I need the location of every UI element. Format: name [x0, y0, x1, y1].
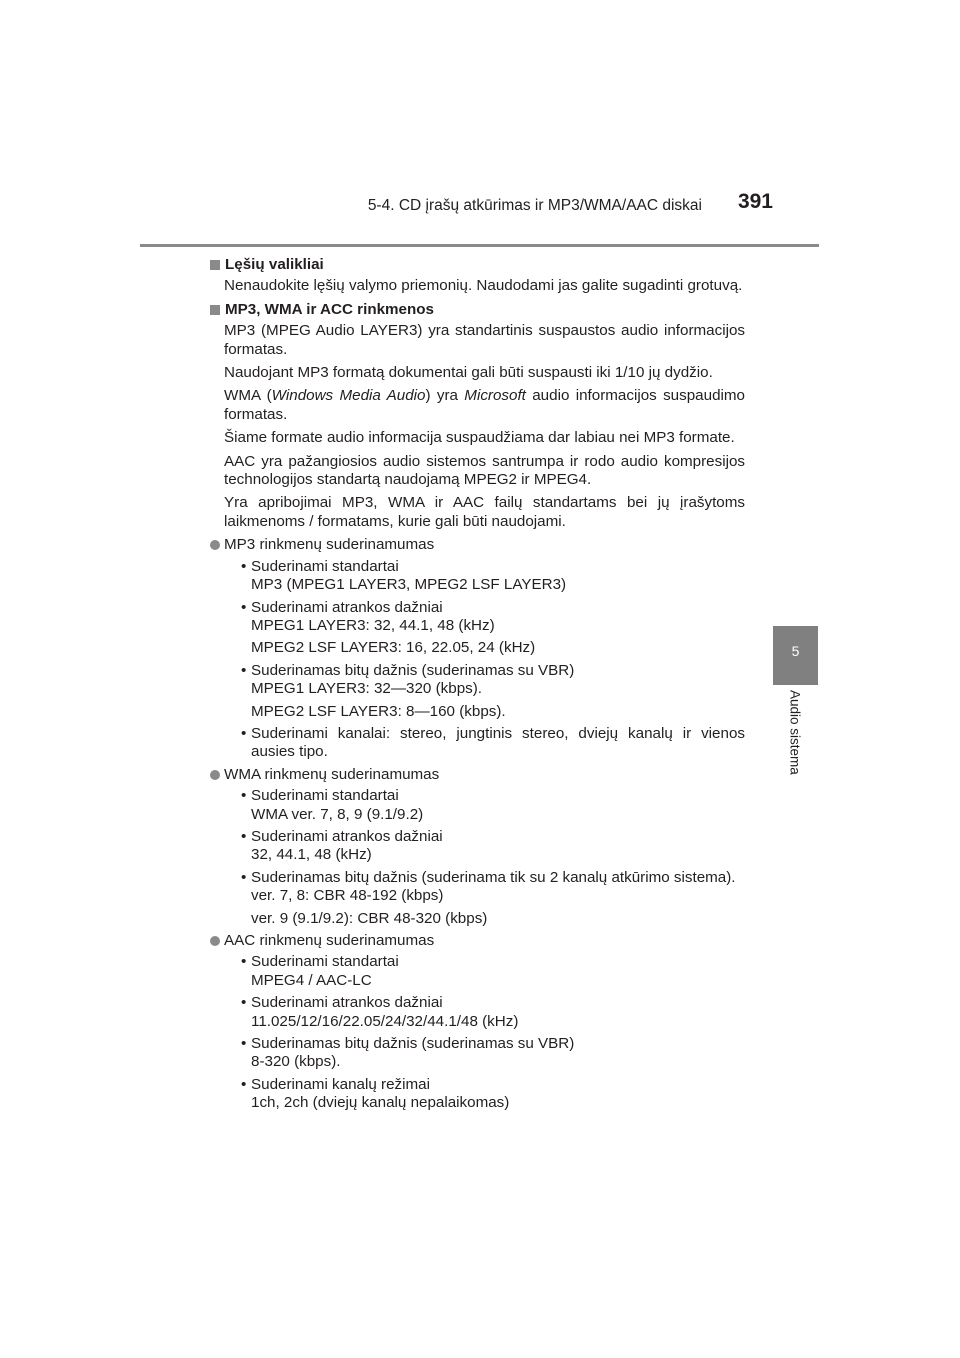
- list-item: • Suderinami kanalų režimai 1ch, 2ch (dviejų kanalų nepalaikomas): [241, 1075, 510, 1112]
- list-item: • Suderinamas bitų dažnis (suderinama tik su 2 kanalų atkūrimo sistema). ver. 7, 8: CBR 48-192 (kbps): [241, 868, 736, 905]
- chapter-label: [778, 690, 812, 800]
- page-number: 391: [737, 190, 773, 213]
- subheading-wma: WMA rinkmenų suderinamumas: [210, 766, 745, 784]
- section-title: 5-4. CD įrašų atkūrimas ir MP3/WMA/AAC diskai: [367, 197, 702, 214]
- header-divider: [140, 244, 819, 247]
- list-item: • Suderinami atrankos dažniai 11.025/12/16/22.05/24/32/44.1/48 (kHz): [241, 994, 519, 1030]
- chapter-number: 5: [791, 643, 800, 659]
- chapter-label-text: Audio sistema: [787, 690, 803, 775]
- paragraph: Nenaudokite lęšių valymo priemonių. Naudodami jas galite sugadinti grotuvą.: [224, 277, 743, 295]
- circle-bullet-icon: [210, 936, 220, 946]
- subheading-aac: AAC rinkmenų suderinamumas: [210, 932, 745, 950]
- page-content: [210, 256, 745, 1117]
- list-item: • Suderinami atrankos dažniai 32, 44.1, 48 (kHz): [241, 827, 443, 864]
- circle-bullet-icon: [210, 540, 220, 550]
- list-item: • Suderinami standartai MPEG4 / AAC-LC: [241, 953, 399, 989]
- list-item: • Suderinami atrankos dažniai MPEG1 LAYER3: 32, 44.1, 48 (kHz): [241, 598, 495, 634]
- list-item-continuation: MPEG2 LSF LAYER3: 8—160 (kbps).: [251, 702, 506, 720]
- paragraph: Naudojant MP3 formatą dokumentai gali būti suspausti iki 1/10 jų dydžio.: [224, 364, 713, 382]
- list-item-continuation: MPEG2 LSF LAYER3: 16, 22.05, 24 (kHz): [251, 639, 536, 657]
- subheading-mp3: MP3 rinkmenų suderinamumas: [210, 536, 745, 554]
- paragraph: Šiame formate audio informacija suspaudžiama dar labiau nei MP3 formate.: [224, 429, 735, 447]
- square-bullet-icon: [210, 260, 220, 270]
- square-bullet-icon: [210, 305, 220, 315]
- paragraph: WMA (Windows Media Audio) yra Microsoft audio informacijos suspaudimo formatas.: [224, 387, 745, 423]
- chapter-tab: [773, 626, 818, 685]
- section-heading-lens-cleaners: Lęšių valikliai: [210, 256, 745, 274]
- list-item: • Suderinami kanalai: stereo, jungtinis stereo, dviejų kanalų ir vienos ausies tipo.: [241, 724, 745, 761]
- paragraph: Yra apribojimai MP3, WMA ir AAC failų standartams bei jų įrašytoms laikmenoms / formatams, kurie gali būti naudojami.: [224, 494, 745, 530]
- list-item-continuation: ver. 9 (9.1/9.2): CBR 48-320 (kbps): [251, 909, 488, 927]
- page-header: [140, 0, 819, 274]
- circle-bullet-icon: [210, 770, 220, 780]
- list-item: • Suderinamas bitų dažnis (suderinamas su VBR) MPEG1 LAYER3: 32—320 (kbps).: [241, 661, 575, 698]
- list-item: • Suderinamas bitų dažnis (suderinamas su VBR) 8-320 (kbps).: [241, 1035, 575, 1071]
- list-item: • Suderinami standartai MP3 (MPEG1 LAYER3, MPEG2 LSF LAYER3): [241, 557, 567, 594]
- list-item: • Suderinami standartai WMA ver. 7, 8, 9 (9.1/9.2): [241, 787, 424, 823]
- paragraph: MP3 (MPEG Audio LAYER3) yra standartinis suspaustos audio informacijos formatas.: [224, 322, 745, 358]
- section-heading-file-formats: MP3, WMA ir ACC rinkmenos: [210, 301, 745, 319]
- paragraph: AAC yra pažangiosios audio sistemos santrumpa ir rodo audio kompresijos technologijos standartą naudojamą MPEG2 ir MPEG4.: [224, 452, 745, 489]
